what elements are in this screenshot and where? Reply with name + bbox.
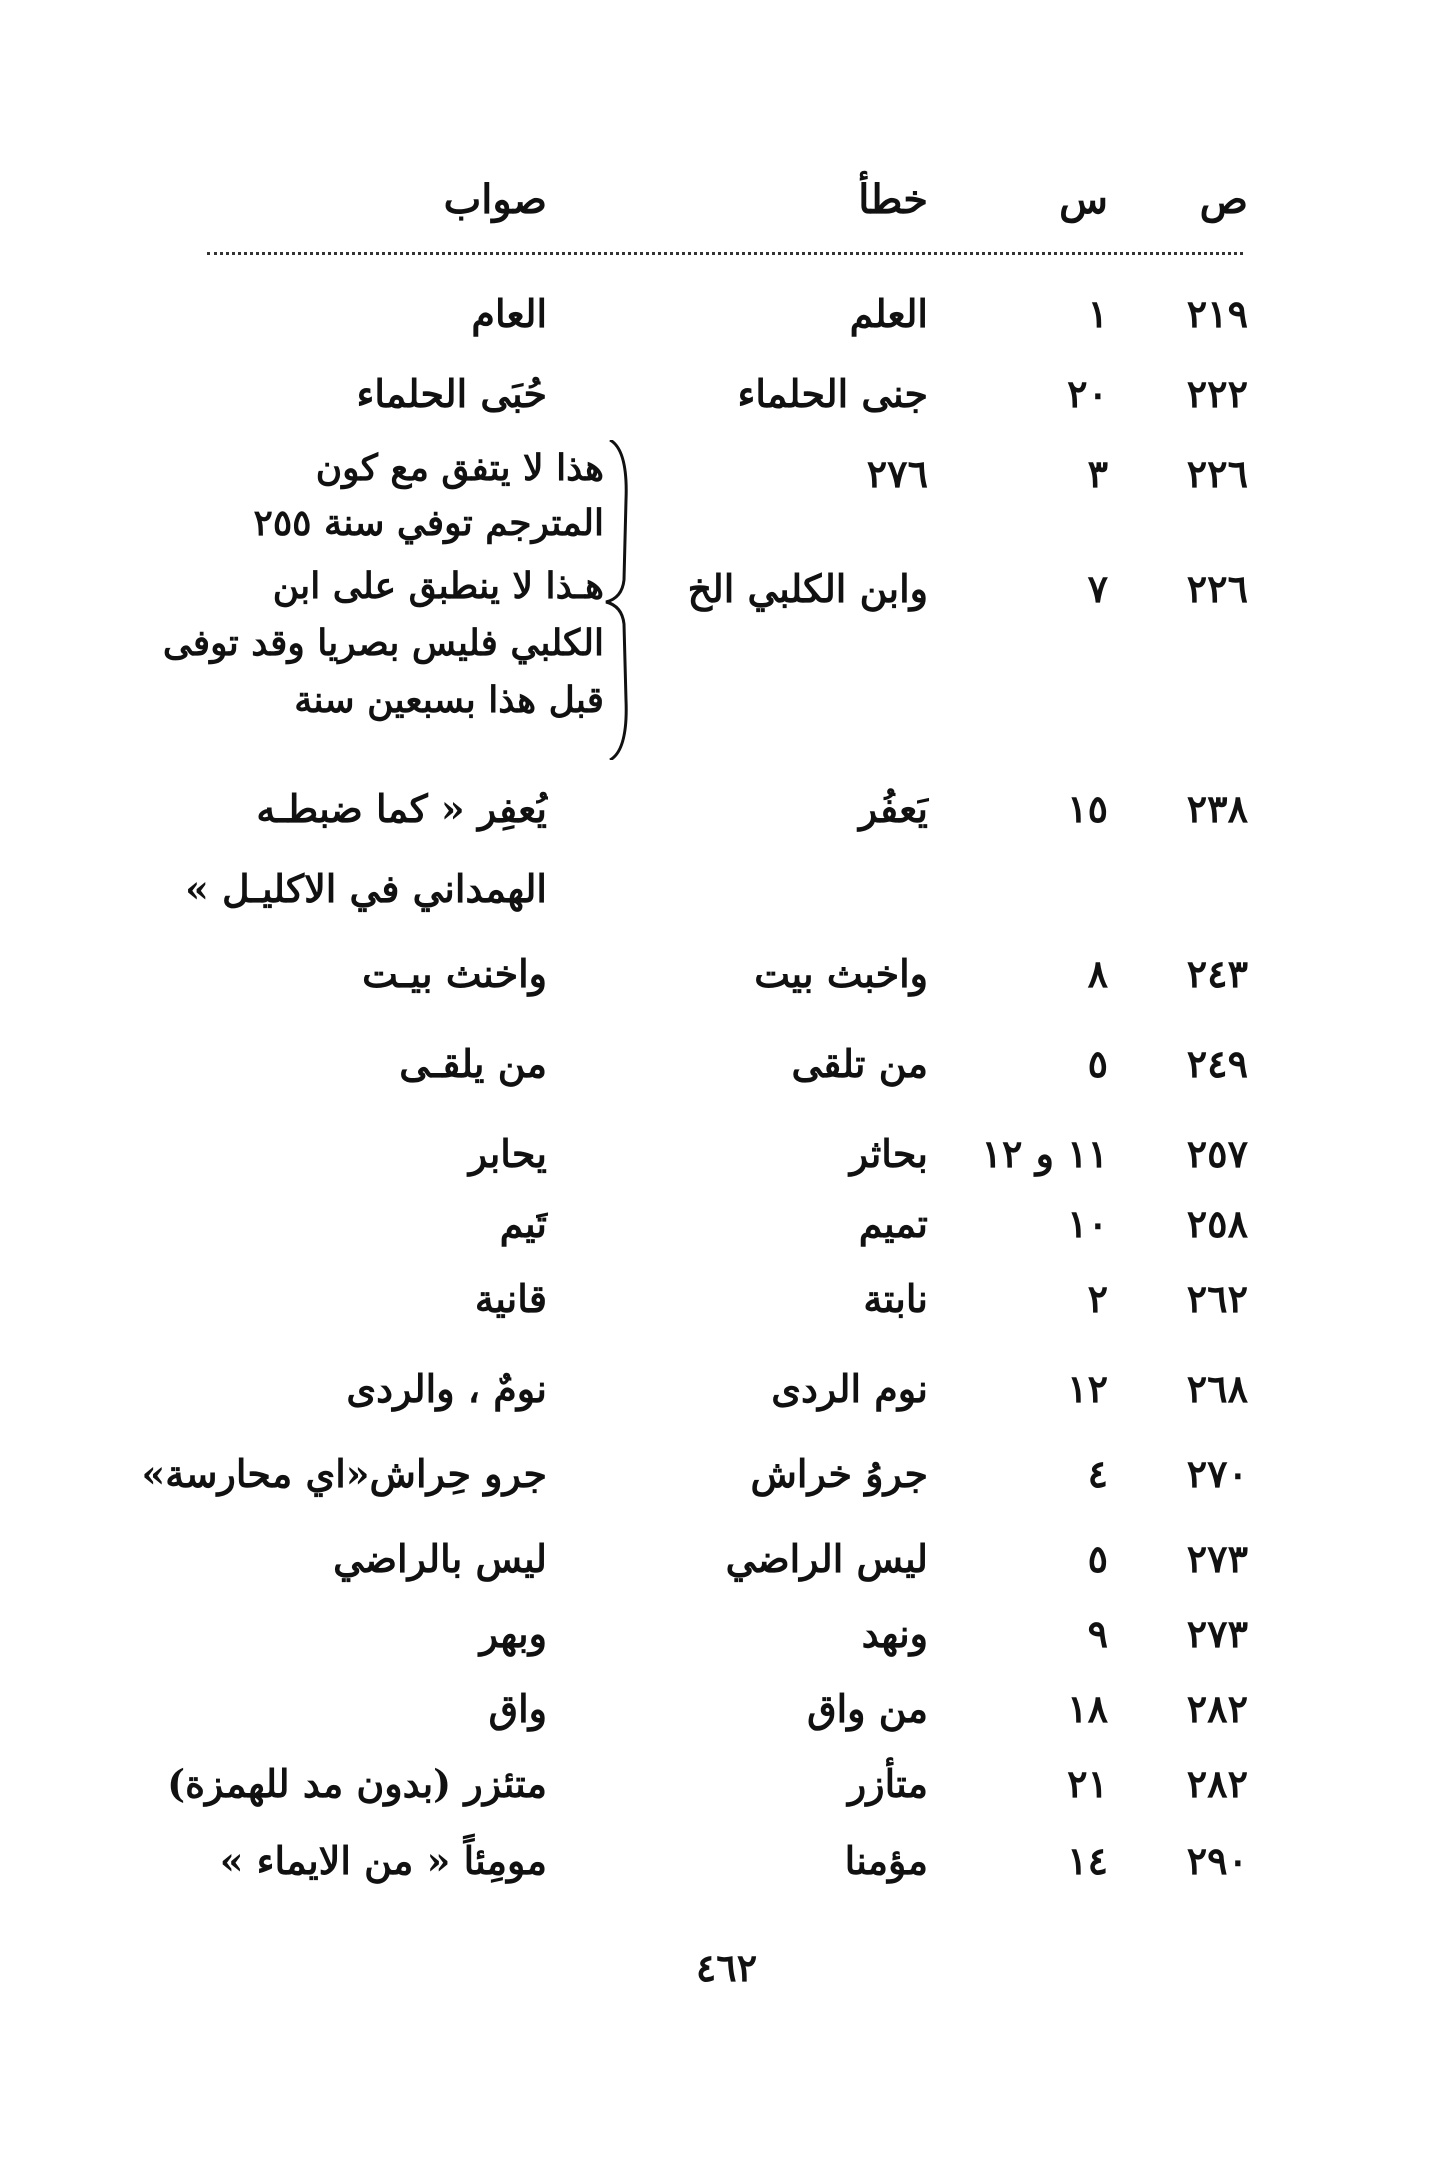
row-2-line: ٢٠ [1067,371,1108,416]
row-16-page: ٢٨٢ [1186,1761,1248,1806]
row-13-wrong: ليس الراضي [725,1536,928,1581]
header-wrong-column: خطأ [858,176,928,223]
row-8-line: ١١ و ١٢ [981,1131,1108,1176]
row-7-wrong: من تلقى [791,1041,928,1086]
row-5-wrong: يَعفُر [858,786,928,831]
page-number [0,1945,1453,1990]
row-2-wrong: جنى الحلماء [737,371,928,416]
row-1-line: ١ [1087,291,1108,336]
row-5-correct: يُعفِر « كما ضبطـه [256,786,547,831]
row-6-page: ٢٤٣ [1186,951,1248,996]
row-10-wrong: نابتة [863,1276,928,1321]
row-10-correct: قانية [474,1276,547,1321]
row-3-page: ٢٢٦ [1186,451,1248,496]
row-17-line: ١٤ [1067,1838,1108,1883]
row-14-line: ٩ [1087,1611,1108,1656]
row-8-wrong: بحاثر [849,1131,928,1176]
row-15-wrong: من واق [807,1686,928,1731]
row-8-page: ٢٥٧ [1186,1131,1248,1176]
row-4-line: ٧ [1087,566,1108,611]
row-7-line: ٥ [1087,1041,1108,1086]
header-correct-column: صواب [443,176,547,223]
row-6-wrong: واخبث بيت [754,951,928,996]
row-17-correct: مومِئاً « من الايماء » [219,1838,547,1883]
row-11-line: ١٢ [1067,1366,1108,1411]
row-17-wrong: مؤمنا [844,1838,928,1883]
row-5-line: ١٥ [1067,786,1108,831]
row-9-line: ١٠ [1067,1201,1108,1246]
row-3-wrong: ٢٧٦ [866,451,928,496]
row-16-correct: متئزر (بدون مد للهمزة) [167,1761,547,1806]
row-14-correct: وبهر [479,1611,547,1656]
row-13-correct: ليس بالراضي [333,1536,547,1581]
row-2-correct: حُبَى الحلماء [356,371,547,416]
row-3-line: ٣ [1087,451,1108,496]
row-4-note-line-2: الكلبي فليس بصريا وقد توفى [162,622,604,664]
note-bracket [600,440,640,760]
row-5-page: ٢٣٨ [1186,786,1248,831]
row-1-page: ٢١٩ [1186,291,1248,336]
row-12-wrong: جروُ خراش [750,1451,928,1496]
header-page-column: ص [1199,176,1248,223]
row-6-correct: واخنث بيـت [362,951,547,996]
row-3-note-line-2: المترجم توفي سنة ٢٥٥ [253,502,604,544]
row-3-note-line-1: هذا لا يتفق مع كون [315,447,604,489]
row-11-page: ٢٦٨ [1186,1366,1248,1411]
row-9-page: ٢٥٨ [1186,1201,1248,1246]
row-4-wrong: وابن الكلبي الخ [687,566,928,611]
row-4-page: ٢٢٦ [1186,566,1248,611]
row-5-correct-continuation: الهمداني في الاكليـل » [185,866,547,911]
row-16-line: ٢١ [1067,1761,1108,1806]
header-line-column: س [1059,176,1108,223]
row-9-wrong: تميم [858,1201,928,1246]
row-11-correct: نومٌ ، والردى [346,1366,547,1411]
row-9-correct: تَيم [499,1201,547,1246]
row-13-page: ٢٧٣ [1186,1536,1248,1581]
row-10-page: ٢٦٢ [1186,1276,1248,1321]
row-8-correct: يحابر [468,1131,547,1176]
row-13-line: ٥ [1087,1536,1108,1581]
row-10-line: ٢ [1087,1276,1108,1321]
row-1-wrong: العلم [849,291,928,336]
row-12-correct: جرو حِراش«اي محارسة» [141,1451,547,1496]
row-2-page: ٢٢٢ [1186,371,1248,416]
row-11-wrong: نوم الردى [771,1366,928,1411]
row-12-line: ٤ [1087,1451,1108,1496]
page-number-text: ٤٦٢ [695,1945,758,1990]
header-divider [207,252,1243,255]
row-15-page: ٢٨٢ [1186,1686,1248,1731]
row-6-line: ٨ [1087,951,1108,996]
row-4-note-line-1: هـذا لا ينطبق على ابن [272,565,604,607]
row-17-page: ٢٩٠ [1186,1838,1248,1883]
row-14-page: ٢٧٣ [1186,1611,1248,1656]
row-1-correct: العام [471,291,547,336]
row-7-page: ٢٤٩ [1186,1041,1248,1086]
row-4-note-line-3: قبل هذا بسبعين سنة [294,679,604,721]
row-15-line: ١٨ [1067,1686,1108,1731]
row-14-wrong: ونهد [861,1611,928,1656]
row-7-correct: من يلقـى [399,1041,547,1086]
row-12-page: ٢٧٠ [1186,1451,1248,1496]
row-16-wrong: متأزر [847,1761,928,1806]
row-15-correct: واق [488,1686,547,1731]
